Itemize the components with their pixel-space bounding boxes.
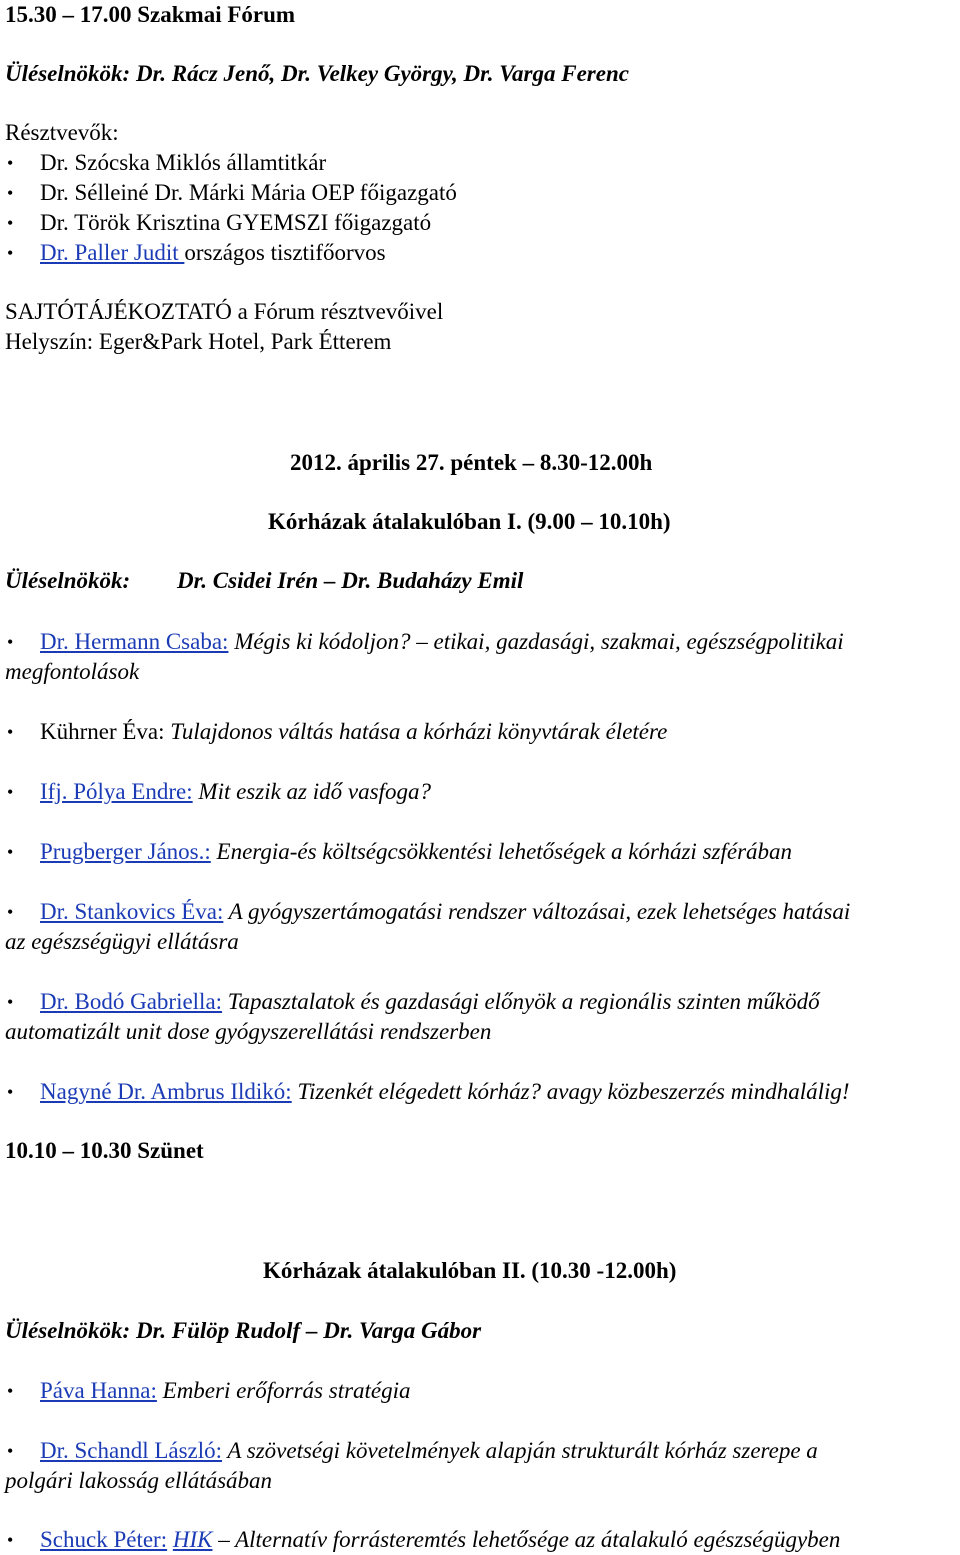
bullet: • [7, 1381, 14, 1401]
talk-title: – Alternatív forrásteremtés lehetősége az átalakuló egészségügyben [212, 1527, 841, 1552]
speaker-name: Kührner Éva: [40, 719, 165, 744]
talk-item [40, 1376, 411, 1406]
venue: Helyszín: Eger&Park Hotel, Park Étterem [5, 329, 392, 354]
talk-title: A szövetségi követelmények alapján strukturált kórház szerepe a [222, 1438, 818, 1463]
speaker-link[interactable]: Ifj. Pólya Endre: [40, 779, 193, 804]
talk-item [40, 1077, 850, 1107]
talk-title-continued: polgári lakosság ellátásában [5, 1468, 273, 1493]
session-2-chairs: Üléselnökök: Dr. Fülöp Rudolf – Dr. Varga Gábor [5, 1318, 482, 1343]
talk-title: Emberi erőforrás stratégia [156, 1378, 411, 1403]
talk-title: Tapasztalatok és gazdasági előnyök a regionális szinten működő [222, 989, 820, 1014]
bullet: • [7, 1082, 14, 1102]
bullet: • [7, 782, 14, 802]
event-date: 2012. április 27. péntek – 8.30-12.00h [290, 450, 653, 475]
speaker-link[interactable]: Dr. Bodó Gabriella: [40, 989, 223, 1014]
speaker-link[interactable]: Dr. Schandl László: [40, 1438, 223, 1463]
participant-1: Dr. Szócska Miklós államtitkár [40, 150, 327, 175]
participant-4-role: országos tisztifőorvos [184, 240, 386, 265]
talk-item [40, 777, 431, 807]
talk-title-continued: megfontolások [5, 659, 140, 684]
talk-item [40, 1436, 818, 1466]
forum-title: 15.30 – 17.00 Szakmai Fórum [5, 2, 296, 27]
talk-title: Mégis ki kódoljon? – etikai, gazdasági, szakmai, egészségpolitikai [228, 629, 844, 654]
press-conference: SAJTÓTÁJÉKOZTATÓ a Fórum résztvevőivel [5, 299, 444, 324]
bullet: • [7, 1530, 14, 1550]
bullet: • [7, 842, 14, 862]
speaker-link[interactable]: Dr. Stankovics Éva: [40, 899, 224, 924]
talk-title: Tulajdonos váltás hatása a kórházi könyvtárak életére [164, 719, 668, 744]
talk-item [40, 717, 667, 747]
speaker-link[interactable]: Prugberger János.: [40, 839, 211, 864]
talk-item [40, 987, 820, 1017]
talk-title: A gyógyszertámogatási rendszer változásai, ezek lehetséges hatásai [223, 899, 851, 924]
talk-title: Mit eszik az idő vasfoga? [192, 779, 431, 804]
participants-label: Résztvevők: [5, 120, 119, 145]
session-1-chairs: Dr. Csidei Irén – Dr. Budaházy Emil [177, 568, 524, 593]
participant-2: Dr. Sélleiné Dr. Márki Mária OEP főigazgató [40, 180, 457, 205]
talk-item [40, 627, 844, 657]
hik-link[interactable]: HIK [172, 1527, 213, 1552]
participant-4-link[interactable]: Dr. Paller Judit [40, 240, 185, 265]
speaker-link[interactable]: Nagyné Dr. Ambrus Ildikó: [40, 1079, 292, 1104]
session-2-title: Kórházak átalakulóban II. (10.30 -12.00h) [263, 1258, 677, 1283]
bullet: • [7, 1441, 14, 1461]
speaker-link[interactable]: Dr. Hermann Csaba: [40, 629, 229, 654]
talk-title-continued: az egészségügyi ellátásra [5, 929, 239, 954]
talk-title: Energia-és költségcsökkentési lehetőségek a kórházi szférában [210, 839, 793, 864]
bullet: • [7, 153, 14, 173]
session-1-title: Kórházak átalakulóban I. (9.00 – 10.10h) [268, 509, 671, 534]
bullet: • [7, 632, 14, 652]
speaker-link[interactable]: Schuck Péter: [40, 1527, 168, 1552]
participant-3: Dr. Török Krisztina GYEMSZI főigazgató [40, 210, 432, 235]
forum-chairs: Üléselnökök: Dr. Rácz Jenő, Dr. Velkey György, Dr. Varga Ferenc [5, 61, 629, 86]
speaker-link[interactable]: Páva Hanna: [40, 1378, 157, 1403]
talk-title-continued: automatizált unit dose gyógyszerellátási rendszerben [5, 1019, 492, 1044]
bullet: • [7, 722, 14, 742]
break-time: 10.10 – 10.30 Szünet [5, 1138, 204, 1163]
bullet: • [7, 992, 14, 1012]
talk-item [40, 897, 850, 927]
bullet: • [7, 243, 14, 263]
bullet: • [7, 183, 14, 203]
talk-title: Tizenkét elégedett kórház? avagy közbeszerzés mindhalálig! [291, 1079, 850, 1104]
bullet: • [7, 902, 14, 922]
talk-item [40, 1525, 840, 1555]
talk-item [40, 837, 792, 867]
session-1-chairs-label: Üléselnökök: [5, 568, 131, 593]
bullet: • [7, 213, 14, 233]
participant-4 [40, 238, 386, 268]
